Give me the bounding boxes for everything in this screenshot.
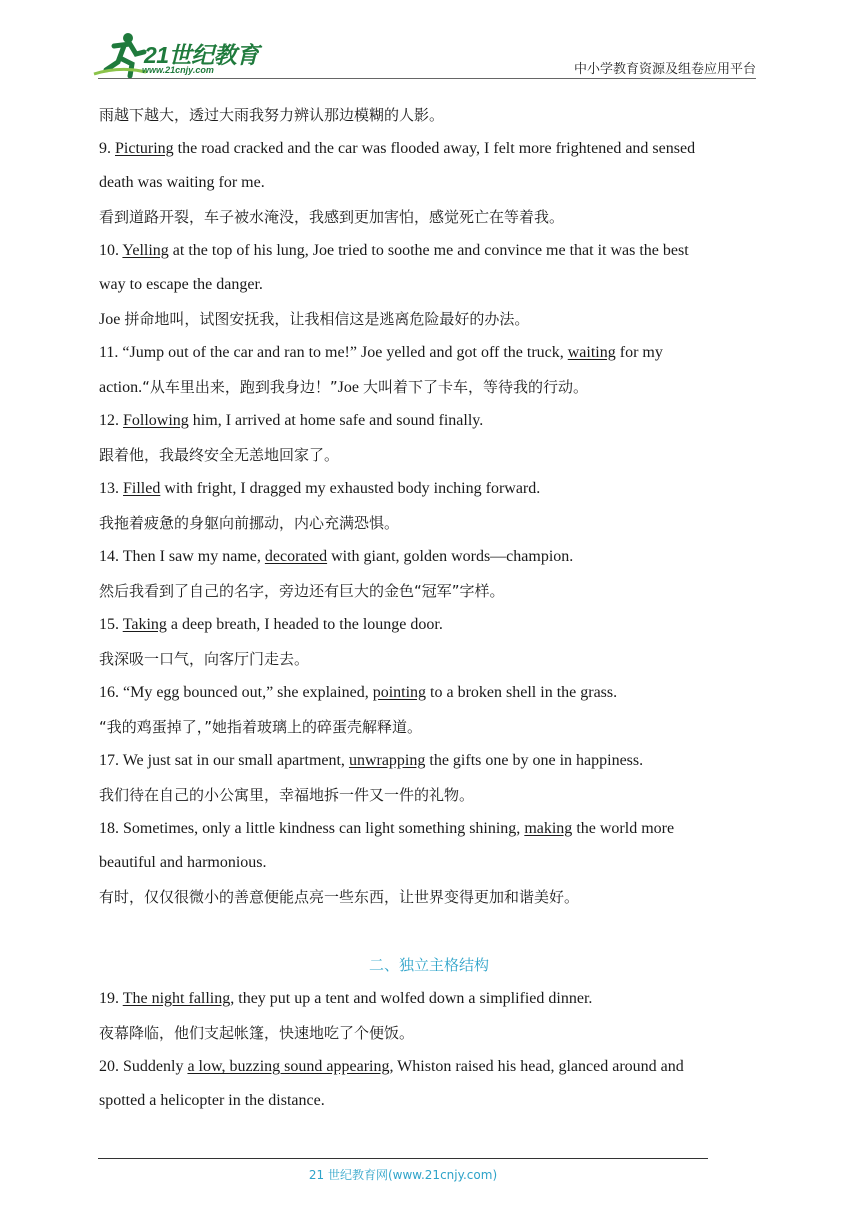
text-segment: 拼命地叫，试图安抚我，让我相信这是逃离危险最好的办法。	[124, 310, 530, 328]
text-segment: 12.	[99, 412, 123, 429]
text-line	[99, 166, 759, 200]
text-segment: 雨越下越大，透过大雨我努力辨认那边模糊的人影。	[99, 106, 445, 124]
document-body	[99, 98, 759, 1118]
text-segment: Joe	[99, 311, 125, 328]
text-line	[99, 540, 759, 574]
text-segment: beautiful and harmonious.	[99, 854, 267, 871]
underlined-phrase: pointing	[372, 684, 427, 701]
text-segment: 11. “Jump out of the car and ran to me!” Joe yelled and got off the truck,	[99, 344, 568, 361]
header-platform-text: 中小学教育资源及组卷应用平台	[573, 62, 756, 77]
text-line	[99, 710, 759, 744]
text-line	[99, 438, 759, 472]
underlined-phrase: Picturing	[115, 140, 174, 157]
logo-url: www.21cnjy.com	[142, 65, 214, 75]
page-header	[0, 0, 860, 82]
text-line	[99, 404, 759, 438]
text-segment: the gifts one by one in happiness.	[425, 752, 644, 769]
text-line	[99, 234, 759, 268]
text-segment: 18. Sometimes, only a little kindness can light something shining,	[99, 820, 525, 837]
underlined-phrase: Filled	[123, 480, 161, 497]
text-segment: , Whiston raised his head, glanced around and	[389, 1058, 684, 1075]
text-line	[99, 132, 759, 166]
text-segment: the road cracked and the car was flooded away, I felt more frightened and sensed	[173, 140, 696, 157]
text-line	[99, 676, 759, 710]
text-segment: Joe	[337, 379, 363, 396]
text-line	[99, 200, 759, 234]
text-segment: 然后我看到了自己的名字，旁边还有巨大的金色“冠军”字样。	[99, 582, 505, 600]
text-segment: 20. Suddenly	[99, 1058, 188, 1075]
text-segment: to a broken shell in the grass.	[426, 684, 618, 701]
text-line	[99, 812, 759, 846]
text-segment: at the top of his lung, Joe tried to soothe me and convince me that it was the best	[168, 242, 689, 259]
text-segment: 16. “My egg bounced out,” she explained,	[99, 684, 373, 701]
text-segment: 有时，仅仅很微小的善意便能点亮一些东西，让世界变得更加和谐美好。	[99, 888, 580, 906]
text-segment: “从车里出来，跑到我身边！”	[142, 378, 338, 396]
text-segment: 我们待在自己的小公寓里，幸福地拆一件又一件的礼物。	[99, 786, 475, 804]
text-segment: 夜幕降临，他们支起帐篷，快速地吃了个便饭。	[99, 1024, 415, 1042]
text-line	[99, 1016, 759, 1050]
text-segment: way to escape the danger.	[99, 276, 263, 293]
runner-logo-icon	[92, 30, 148, 82]
text-segment: “我的鸡蛋掉了，”她指着玻璃上的碎蛋壳解释道。	[99, 718, 423, 736]
underlined-phrase: decorated	[264, 548, 328, 565]
text-segment: 14. Then I saw my name,	[99, 548, 265, 565]
text-line	[99, 506, 759, 540]
text-segment: with giant, golden words—champion.	[327, 548, 574, 565]
footer-divider	[98, 1158, 708, 1159]
underlined-phrase: Following	[123, 412, 189, 429]
text-segment: 13.	[99, 480, 123, 497]
site-logo	[92, 30, 262, 82]
underlined-phrase: unwrapping	[348, 752, 426, 769]
text-line	[99, 98, 759, 132]
text-segment: the world more	[572, 820, 675, 837]
text-segment: 10.	[99, 242, 123, 259]
text-segment: action.	[99, 379, 143, 396]
underlined-phrase: waiting	[567, 344, 616, 361]
underlined-phrase: The night falling	[122, 990, 231, 1007]
text-segment: with fright, I dragged my exhausted body inching forward.	[160, 480, 541, 497]
text-line	[99, 268, 759, 302]
text-line	[99, 302, 759, 336]
underlined-phrase: making	[524, 820, 573, 837]
sentence-list-1	[99, 98, 759, 914]
text-segment: death was waiting for me.	[99, 174, 265, 191]
text-line	[99, 778, 759, 812]
text-line	[99, 336, 759, 370]
text-segment: a deep breath, I headed to the lounge door.	[166, 616, 443, 633]
text-line	[99, 880, 759, 914]
text-line	[99, 982, 759, 1016]
text-segment: 15.	[99, 616, 123, 633]
text-line	[99, 1084, 759, 1118]
text-segment: 我深吸一口气，向客厅门走去。	[99, 650, 310, 668]
sentence-list-2	[99, 982, 759, 1118]
text-line	[99, 1050, 759, 1084]
text-line	[99, 370, 759, 404]
text-segment: for my	[615, 344, 663, 361]
footer-text: 21 世纪教育网(www.21cnjy.com)	[308, 1168, 498, 1182]
underlined-phrase: a low, buzzing sound appearing	[187, 1058, 390, 1075]
logo-text: 21世纪教育	[144, 42, 259, 68]
header-divider	[98, 78, 756, 79]
text-line	[99, 574, 759, 608]
text-segment: 9.	[99, 140, 115, 157]
text-line	[99, 744, 759, 778]
text-line	[99, 608, 759, 642]
text-segment: 我拖着疲惫的身躯向前挪动，内心充满恐惧。	[99, 514, 400, 532]
text-segment: 大叫着下了卡车，等待我的行动。	[362, 378, 588, 396]
text-segment: spotted a helicopter in the distance.	[99, 1092, 325, 1109]
underlined-phrase: Yelling	[122, 242, 169, 259]
text-line	[99, 642, 759, 676]
text-segment: him, I arrived at home safe and sound finally.	[188, 412, 484, 429]
text-line	[99, 846, 759, 880]
text-line	[99, 472, 759, 506]
text-segment: 19.	[99, 990, 123, 1007]
text-segment: 17. We just sat in our small apartment,	[99, 752, 349, 769]
section-title: 二、独立主格结构	[368, 956, 489, 974]
text-segment: 看到道路开裂，车子被水淹没，我感到更加害怕，感觉死亡在等着我。	[99, 208, 565, 226]
underlined-phrase: Taking	[122, 616, 167, 633]
text-segment: , they put up a tent and wolfed down a simplified dinner.	[230, 990, 593, 1007]
text-segment: 跟着他，我最终安全无恙地回家了。	[99, 446, 340, 464]
